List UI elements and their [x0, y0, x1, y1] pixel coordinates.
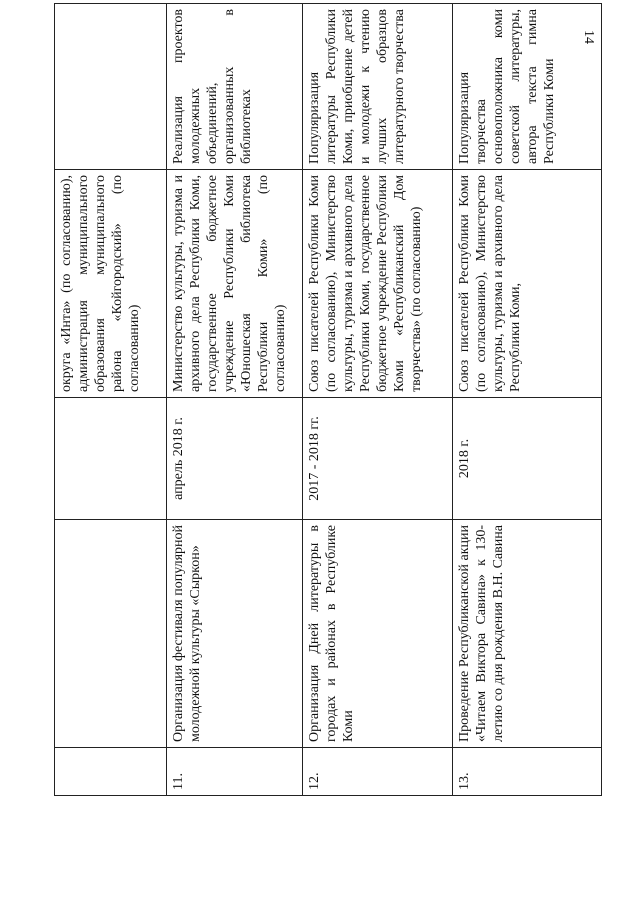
rotated-landscape-table — [54, 4, 601, 796]
event-name-cell: Организация фестиваля популярной молодежной культуры «Сыркон» — [167, 520, 303, 748]
date-cell — [55, 398, 167, 520]
events-table — [54, 3, 602, 796]
executors-cell: Союз писателей Республики Коми (по согласованию), Министерство культуры, туризма и архивного дела Республики Коми, государственное бюджетное учреждение Республики Коми «Республиканский Дом творчества» (по согласованию) — [303, 170, 453, 398]
table-row — [303, 4, 453, 796]
row-number-cell: 12. — [303, 748, 453, 796]
expected-result-cell: Популяризация творчества основоположника коми советской литературы, автора текста гимна Республики Коми — [453, 4, 602, 170]
row-number-cell — [55, 748, 167, 796]
date-cell: 2017 - 2018 гг. — [303, 398, 453, 520]
row-number-cell: 11. — [167, 748, 303, 796]
expected-result-cell — [55, 4, 167, 170]
executors-cell: Министерство культуры, туризма и архивного дела Республики Коми, государственное бюджетное учреждение Республики Коми «Юношеская библиотека Республики Коми» (по согласованию) — [167, 170, 303, 398]
table-row — [167, 4, 303, 796]
expected-result-cell: Реализация проектов молодежных объединений, организованных в библиотеках — [167, 4, 303, 170]
row-number-cell: 13. — [453, 748, 602, 796]
expected-result-cell: Популяризация литературы Республики Коми, приобщение детей и молодежи к чтению лучших образцов литературного творчества — [303, 4, 453, 170]
table-row — [55, 4, 167, 796]
date-cell: 2018 г. — [453, 398, 602, 520]
executors-cell: округа «Инта» (по согласованию), администрация муниципального образования муниципального района «Койгородский» (по согласованию) — [55, 170, 167, 398]
event-name-cell: Проведение Республиканской акции «Читаем Виктора Савина» к 130-летию со дня рождения В.Н. Савина — [453, 520, 602, 748]
table-row — [453, 4, 602, 796]
date-cell: апрель 2018 г. — [167, 398, 303, 520]
event-name-cell: Организация Дней литературы в городах и районах в Республике Коми — [303, 520, 453, 748]
page-number: 14 — [581, 30, 596, 44]
table-container — [54, 4, 601, 796]
event-name-cell — [55, 520, 167, 748]
executors-cell: Союз писателей Республики Коми (по согласованию), Министерство культуры, туризма и архивного дела Республики Коми, — [453, 170, 602, 398]
